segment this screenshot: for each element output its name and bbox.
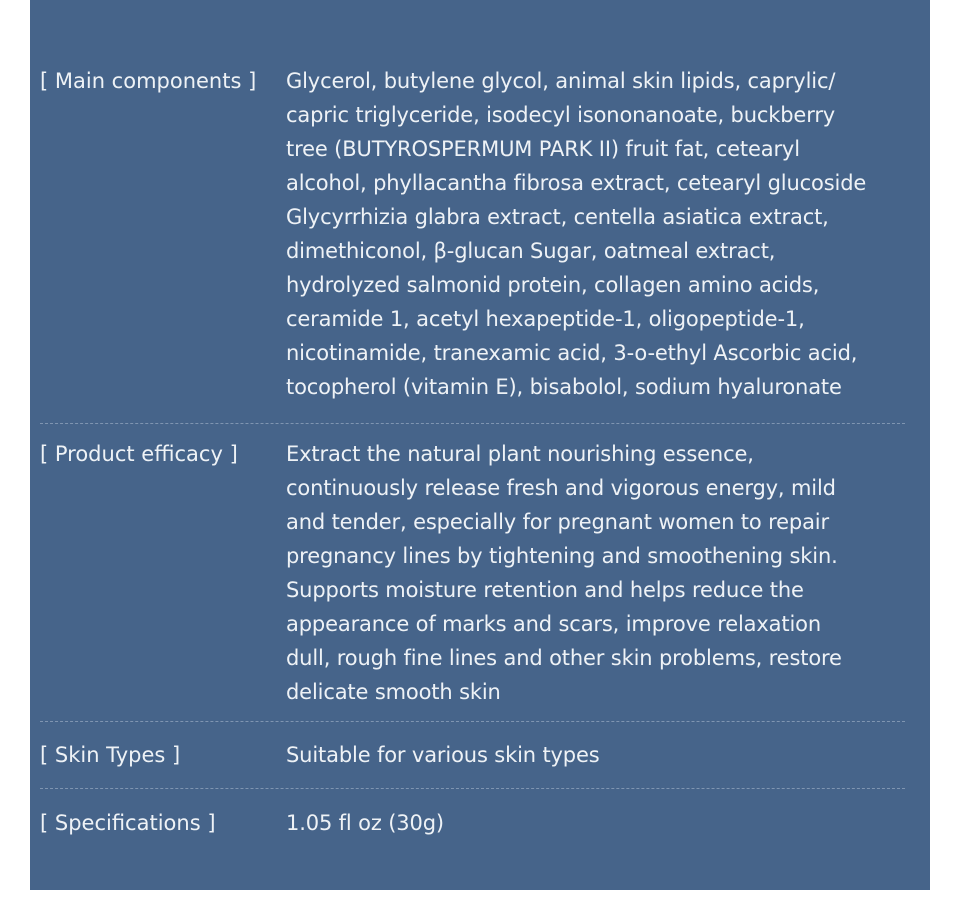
text-line: appearance of marks and scars, improve relaxation [286, 612, 822, 636]
text-line: hydrolyzed salmonid protein, collagen amino acids, [286, 273, 820, 297]
text-line: Suitable for various skin types [286, 743, 600, 767]
main-components-label: [ Main components ] [40, 69, 257, 93]
product-info-panel [30, 0, 930, 890]
text-line: 1.05 fl oz (30g) [286, 811, 444, 835]
text-line: dimethiconol, β-glucan Sugar, oatmeal extract, [286, 239, 776, 263]
skin-types-label: [ Skin Types ] [40, 743, 181, 767]
skin-types-text [286, 738, 926, 772]
text-line: Supports moisture retention and helps reduce the [286, 578, 804, 602]
text-line: tree (BUTYROSPERMUM PARK II) fruit fat, cetearyl [286, 137, 800, 161]
text-line: nicotinamide, tranexamic acid, 3-o-ethyl Ascorbic acid, [286, 341, 858, 365]
text-line: ceramide 1, acetyl hexapeptide-1, oligopeptide-1, [286, 307, 805, 331]
specifications-text [286, 806, 926, 840]
text-line: delicate smooth skin [286, 680, 501, 704]
text-line: capric triglyceride, isodecyl isononanoate, buckberry [286, 103, 836, 127]
specifications-label: [ Specifications ] [40, 811, 216, 835]
text-line: alcohol, phyllacantha fibrosa extract, cetearyl glucoside [286, 171, 867, 195]
section-divider [40, 423, 905, 424]
text-line: tocopherol (vitamin E), bisabolol, sodium hyaluronate [286, 375, 842, 399]
text-line: pregnancy lines by tightening and smoothening skin. [286, 544, 838, 568]
product-efficacy-text [286, 437, 926, 709]
main-components-text [286, 64, 926, 404]
section-divider [40, 721, 905, 722]
text-line: continuously release fresh and vigorous energy, mild [286, 476, 836, 500]
text-line: Extract the natural plant nourishing essence, [286, 442, 754, 466]
text-line: and tender, especially for pregnant women to repair [286, 510, 829, 534]
text-line: Glycyrrhizia glabra extract, centella asiatica extract, [286, 205, 829, 229]
text-line: Glycerol, butylene glycol, animal skin lipids, caprylic/ [286, 69, 836, 93]
section-divider [40, 788, 905, 789]
text-line: dull, rough fine lines and other skin problems, restore [286, 646, 842, 670]
product-efficacy-label: [ Product efficacy ] [40, 442, 238, 466]
